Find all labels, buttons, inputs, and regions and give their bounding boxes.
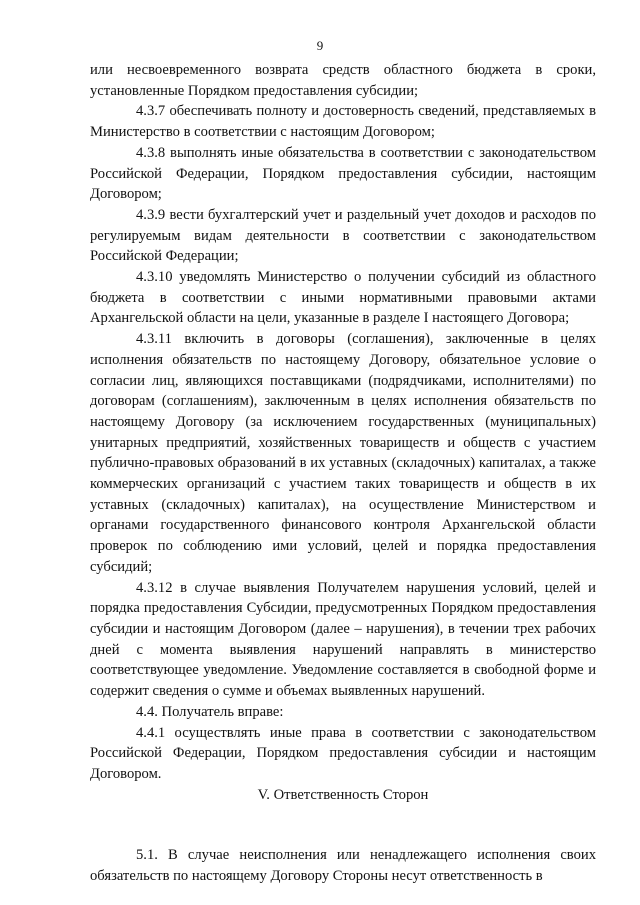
section-heading: V. Ответственность Сторон [257,786,429,803]
paragraph-4-4-1: 4.4.1 осуществлять иные права в соответствии с законодательством Российской Федерации, Порядком предоставления субсидии и настоящим Договором. [90,724,596,782]
paragraph-continuation: или несвоевременного возврата средств областного бюджета в сроки, установленные Порядком предоставления субсидии; [90,62,596,99]
paragraph-4-3-9: 4.3.9 вести бухгалтерский учет и раздельный учет доходов и расходов по регулируемым видам деятельности в соответствии с законодательством Российской Федерации; [90,206,596,265]
paragraph-4-3-11: 4.3.11 включить в договоры (соглашения), заключенные в целях исполнения обязательств по настоящему Договору, обязательное условие о согласии лиц, являющихся поставщиками (подрядчиками, исполнителями) по договорам (соглашениям), заключенным в целях исполнения обязательств по настоящему Договору (за исключением государственных (муниципальных) унитарных предприятий, хозяйственных товариществ и обществ с участием публично-правовых образований в их уставных (складочных) капиталах, а также коммерческих организаций с участием таких товариществ и обществ в их уставных (складочных) капиталах), на осуществление Министерством и органами государственного финансового контроля Архангельской области проверок по соблюдению ими условий, целей и порядка предоставления субсидий; [90,331,596,575]
page-number: 9 [316,38,324,53]
section-gap [90,805,596,845]
document-body [90,60,596,887]
paragraph-4-3-8: 4.3.8 выполнять иные обязательства в соответствии с законодательством Российской Федерации, Порядком предоставления субсидии, настоящим Договором; [90,144,596,203]
paragraph-4-4: 4.4. Получатель вправе: [136,703,284,720]
paragraph-5-1: 5.1. В случае неисполнения или ненадлежащего исполнения своих обязательств по настоящему Договору Стороны несут ответственность в [90,847,596,885]
paragraph-4-3-10: 4.3.10 уведомлять Министерство о получении субсидий из областного бюджета в соответствии с иными нормативными правовыми актами Архангельской области на цели, указанные в разделе I настоящего Договора; [90,269,596,327]
paragraph-4-3-7: 4.3.7 обеспечивать полноту и достоверность сведений, представляемых в Министерство в соответствии с настоящим Договором; [90,103,596,141]
paragraph-4-3-12: 4.3.12 в случае выявления Получателем нарушения условий, целей и порядка предоставления Субсидии, предусмотренных Порядком предоставления субсидии и настоящим Договором (далее – нарушения), в течении трех рабочих дней с момента выявления нарушений направлять в министерство соответствующее уведомление. Уведомление составляется в свободной форме и содержит сведения о сумме и объемах выявленных нарушений. [90,579,596,700]
